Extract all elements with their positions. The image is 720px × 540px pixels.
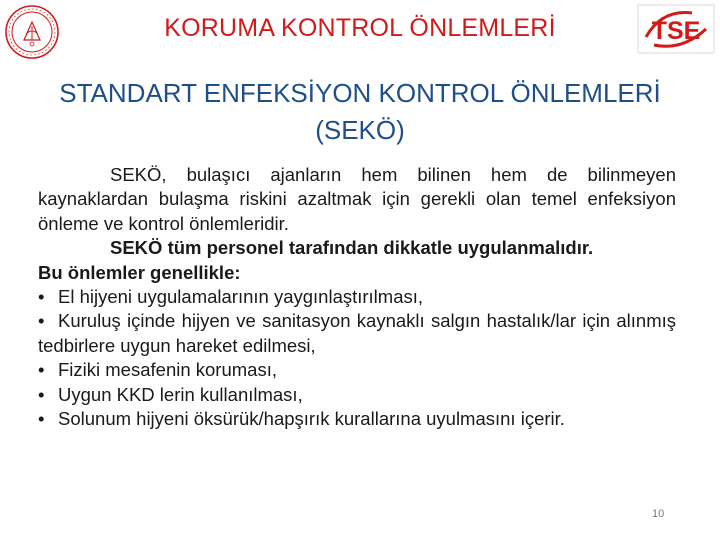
list-item xyxy=(38,309,676,358)
list-item-text: El hijyeni uygulamalarının yaygınlaştırılması, xyxy=(58,286,424,308)
list-item-text: Solunum hijyeni öksürük/hapşırık kurallarına uyulmasını içerir. xyxy=(58,408,565,430)
list-item-text: Fiziki mesafenin koruması, xyxy=(58,359,277,381)
emphasis-paragraph: SEKÖ tüm personel tarafından dikkatle uygulanmalıdır. xyxy=(110,237,594,259)
page-title: KORUMA KONTROL ÖNLEMLERİ xyxy=(164,14,556,42)
subtitle-line-1: STANDART ENFEKSİYON KONTROL ÖNLEMLERİ xyxy=(59,78,661,108)
bullet-icon: • xyxy=(38,359,45,381)
section-subtitle xyxy=(30,75,690,149)
tse-logo-text: TSE xyxy=(651,17,701,45)
content-body xyxy=(38,163,676,431)
bullet-icon: • xyxy=(38,383,45,405)
intro-paragraph: SEKÖ, bulaşıcı ajanların hem bilinen hem de bilinmeyen kaynaklardan bulaşma riskini azaltmak için gerekli olan temel enfeksiyon önleme ve kontrol önlemleridir. xyxy=(38,164,676,234)
list-item xyxy=(38,285,676,309)
page-number: 10 xyxy=(652,508,665,520)
list-item xyxy=(38,358,676,382)
list-heading: Bu önlemler genellikle: xyxy=(38,261,241,283)
bullet-icon: • xyxy=(38,286,45,308)
list-item xyxy=(38,383,676,407)
list-item xyxy=(38,407,676,431)
list-item-text: Kuruluş içinde hijyen ve sanitasyon kaynaklı salgın hastalık/lar için alınmış tedbirlere uygun hareket edilmesi, xyxy=(38,310,676,356)
list-item-text: Uygun KKD lerin kullanılması, xyxy=(58,383,303,405)
subtitle-line-2: (SEKÖ) xyxy=(315,115,405,145)
bullet-icon: • xyxy=(38,408,45,430)
bullet-icon: • xyxy=(38,310,45,332)
